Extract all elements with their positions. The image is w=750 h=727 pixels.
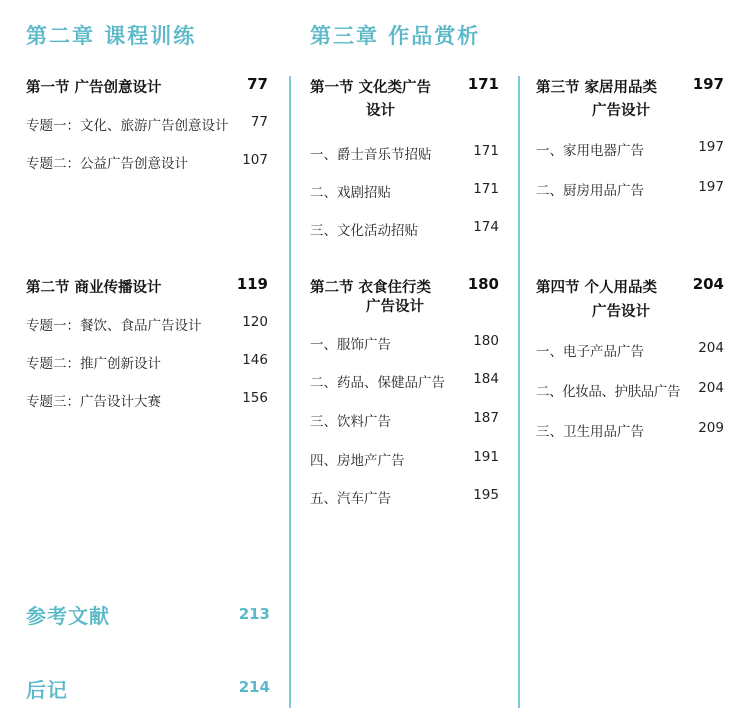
- toc-item[interactable]: 专题一：文化、旅游广告创意设计: [26, 118, 229, 134]
- toc-item[interactable]: 三、文化活动招贴: [310, 223, 418, 239]
- section-title-line2: 设计: [366, 103, 395, 119]
- toc-item[interactable]: 二、厨房用品广告: [536, 183, 644, 199]
- toc-item-page: 195: [473, 487, 499, 503]
- section-title-line2: 广告设计: [366, 299, 424, 315]
- toc-item[interactable]: 二、戏剧招贴: [310, 185, 391, 201]
- section-page: 119: [236, 275, 268, 293]
- toc-item[interactable]: 五、汽车广告: [310, 491, 391, 507]
- toc-item-page: 77: [250, 114, 268, 130]
- toc-item-page: 187: [473, 410, 499, 426]
- toc-item[interactable]: 一、爵士音乐节招贴: [310, 147, 432, 163]
- section-title[interactable]: 第二节 衣食住行类: [310, 280, 432, 296]
- chapter-3-title: 第三章 作品赏析: [310, 24, 481, 48]
- section-title[interactable]: 第一节 文化类广告: [310, 80, 432, 96]
- toc-item[interactable]: 一、服饰广告: [310, 337, 391, 353]
- toc-item-page: 146: [242, 352, 268, 368]
- toc-item-page: 184: [473, 371, 499, 387]
- toc-item-page: 171: [473, 181, 499, 197]
- afterword-page: 214: [238, 678, 270, 696]
- section-page: 204: [692, 275, 724, 293]
- toc-item-page: 209: [698, 420, 724, 436]
- toc-item[interactable]: 二、药品、保健品广告: [310, 375, 445, 391]
- toc-item-page: 197: [698, 179, 724, 195]
- section-page: 77: [247, 75, 268, 93]
- toc-item[interactable]: 三、饮料广告: [310, 414, 391, 430]
- section-title-line2: 广告设计: [592, 304, 650, 320]
- toc-item-page: 107: [242, 152, 268, 168]
- toc-item-page: 180: [473, 333, 499, 349]
- column-divider-left: [289, 76, 291, 708]
- toc-item-page: 191: [473, 449, 499, 465]
- section-page: 171: [467, 75, 499, 93]
- toc-item[interactable]: 一、电子产品广告: [536, 344, 644, 360]
- section-title[interactable]: 第二节 商业传播设计: [26, 280, 162, 296]
- toc-item[interactable]: 专题二：公益广告创意设计: [26, 156, 188, 172]
- toc-item[interactable]: 专题一：餐饮、食品广告设计: [26, 318, 202, 334]
- toc-item[interactable]: 专题三：广告设计大赛: [26, 394, 161, 410]
- chapter-2-title: 第二章 课程训练: [26, 24, 197, 48]
- section-title-line2: 广告设计: [592, 103, 650, 119]
- toc-item[interactable]: 三、卫生用品广告: [536, 424, 644, 440]
- toc-item-page: 204: [698, 380, 724, 396]
- toc-item-page: 197: [698, 139, 724, 155]
- column-divider-right: [518, 76, 520, 708]
- toc-item[interactable]: 一、家用电器广告: [536, 143, 644, 159]
- toc-item[interactable]: 四、房地产广告: [310, 453, 405, 469]
- section-title[interactable]: 第一节 广告创意设计: [26, 80, 162, 96]
- section-page: 180: [467, 275, 499, 293]
- toc-item[interactable]: 专题二：推广创新设计: [26, 356, 161, 372]
- section-title[interactable]: 第三节 家居用品类: [536, 80, 658, 96]
- references-page: 213: [238, 605, 270, 623]
- toc-item-page: 156: [242, 390, 268, 406]
- toc-item-page: 174: [473, 219, 499, 235]
- toc-item-page: 204: [698, 340, 724, 356]
- section-title[interactable]: 第四节 个人用品类: [536, 280, 658, 296]
- toc-item-page: 120: [242, 314, 268, 330]
- toc-item-page: 171: [473, 143, 499, 159]
- afterword-title[interactable]: 后记: [26, 678, 68, 702]
- section-page: 197: [692, 75, 724, 93]
- toc-item[interactable]: 二、化妆品、护肤品广告: [536, 384, 681, 400]
- references-title[interactable]: 参考文献: [26, 604, 110, 628]
